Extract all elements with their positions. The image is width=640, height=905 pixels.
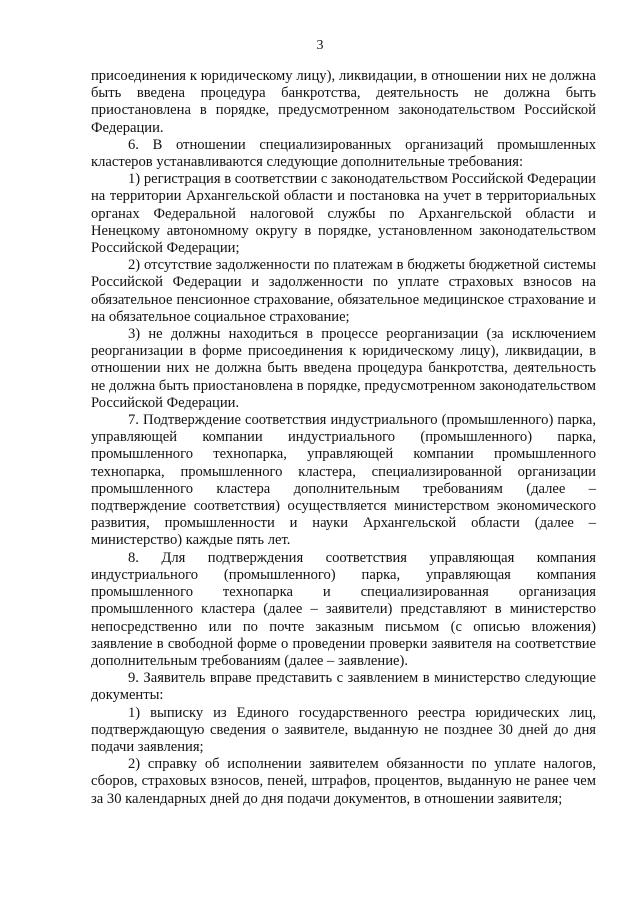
paragraph-6-subitem-1: 1) регистрация в соответствии с законодательством Российской Федерации на территории Архангельской области и постановка на учет в территориальных органах Федеральной налоговой службы по Архангельской области и Ненецкому автономному округу в порядке, установленном законодательством Российской Федерации; (91, 171, 596, 257)
page-number: 3 (316, 38, 324, 53)
document-body (91, 68, 596, 808)
paragraph-9-subitem-1: 1) выписку из Единого государственного реестра юридических лиц, подтверждающую сведения о заявителе, выданную не позднее 30 дней до дня подачи заявления; (91, 704, 596, 755)
paragraph-item-7: 7. Подтверждение соответствия индустриального (промышленного) парка, управляющей компании индустриального (промышленного) парка, промышленного технопарка, управляющей компании промышленного технопарка, промышленного кластера, специализированной организации промышленного кластера дополнительным требованиям (далее – подтверждение соответствия) осуществляется министерством экономического развития, промышленности и науки Архангельской области (далее – министерство) каждые пять лет. (91, 412, 596, 549)
paragraph-6-subitem-3: 3) не должны находиться в процессе реорганизации (за исключением реорганизации в форме присоединения к юридическому лицу), ликвидации, в отношении них не должна быть введена процедура банкротства, деятельность не должна быть приостановлена в порядке, предусмотренном законодательством Российской Федерации. (91, 326, 596, 411)
paragraph-continuation: присоединения к юридическому лицу), ликвидации, в отношении них не должна быть введена процедура банкротства, деятельность не должна быть приостановлена в порядке, предусмотренном законодательством Российской Федерации. (91, 68, 596, 136)
paragraph-item-9: 9. Заявитель вправе представить с заявлением в министерство следующие документы: (91, 670, 596, 704)
paragraph-6-subitem-2: 2) отсутствие задолженности по платежам в бюджеты бюджетной системы Российской Федерации и задолженности по уплате страховых взносов на обязательное пенсионное страхование, обязательное медицинское страхование и на обязательное социальное страхование; (91, 257, 596, 325)
paragraph-item-6: 6. В отношении специализированных организаций промышленных кластеров устанавливаются следующие дополнительные требования: (91, 136, 596, 171)
paragraph-9-subitem-2: 2) справку об исполнении заявителем обязанности по уплате налогов, сборов, страховых взносов, пеней, штрафов, процентов, выданную не ранее чем за 30 календарных дней до дня подачи документов, в отношении заявителя; (91, 756, 596, 807)
paragraph-item-8: 8. Для подтверждения соответствия управляющая компания индустриального (промышленного) парка, управляющая компания промышленного технопарка и специализированная организация промышленного кластера (далее – заявители) представляют в министерство непосредственно или по почте заказным письмом (с описью вложения) заявление в свободной форме о проведении проверки заявителя на соответствие дополнительным требованиям (далее – заявление). (91, 549, 596, 669)
